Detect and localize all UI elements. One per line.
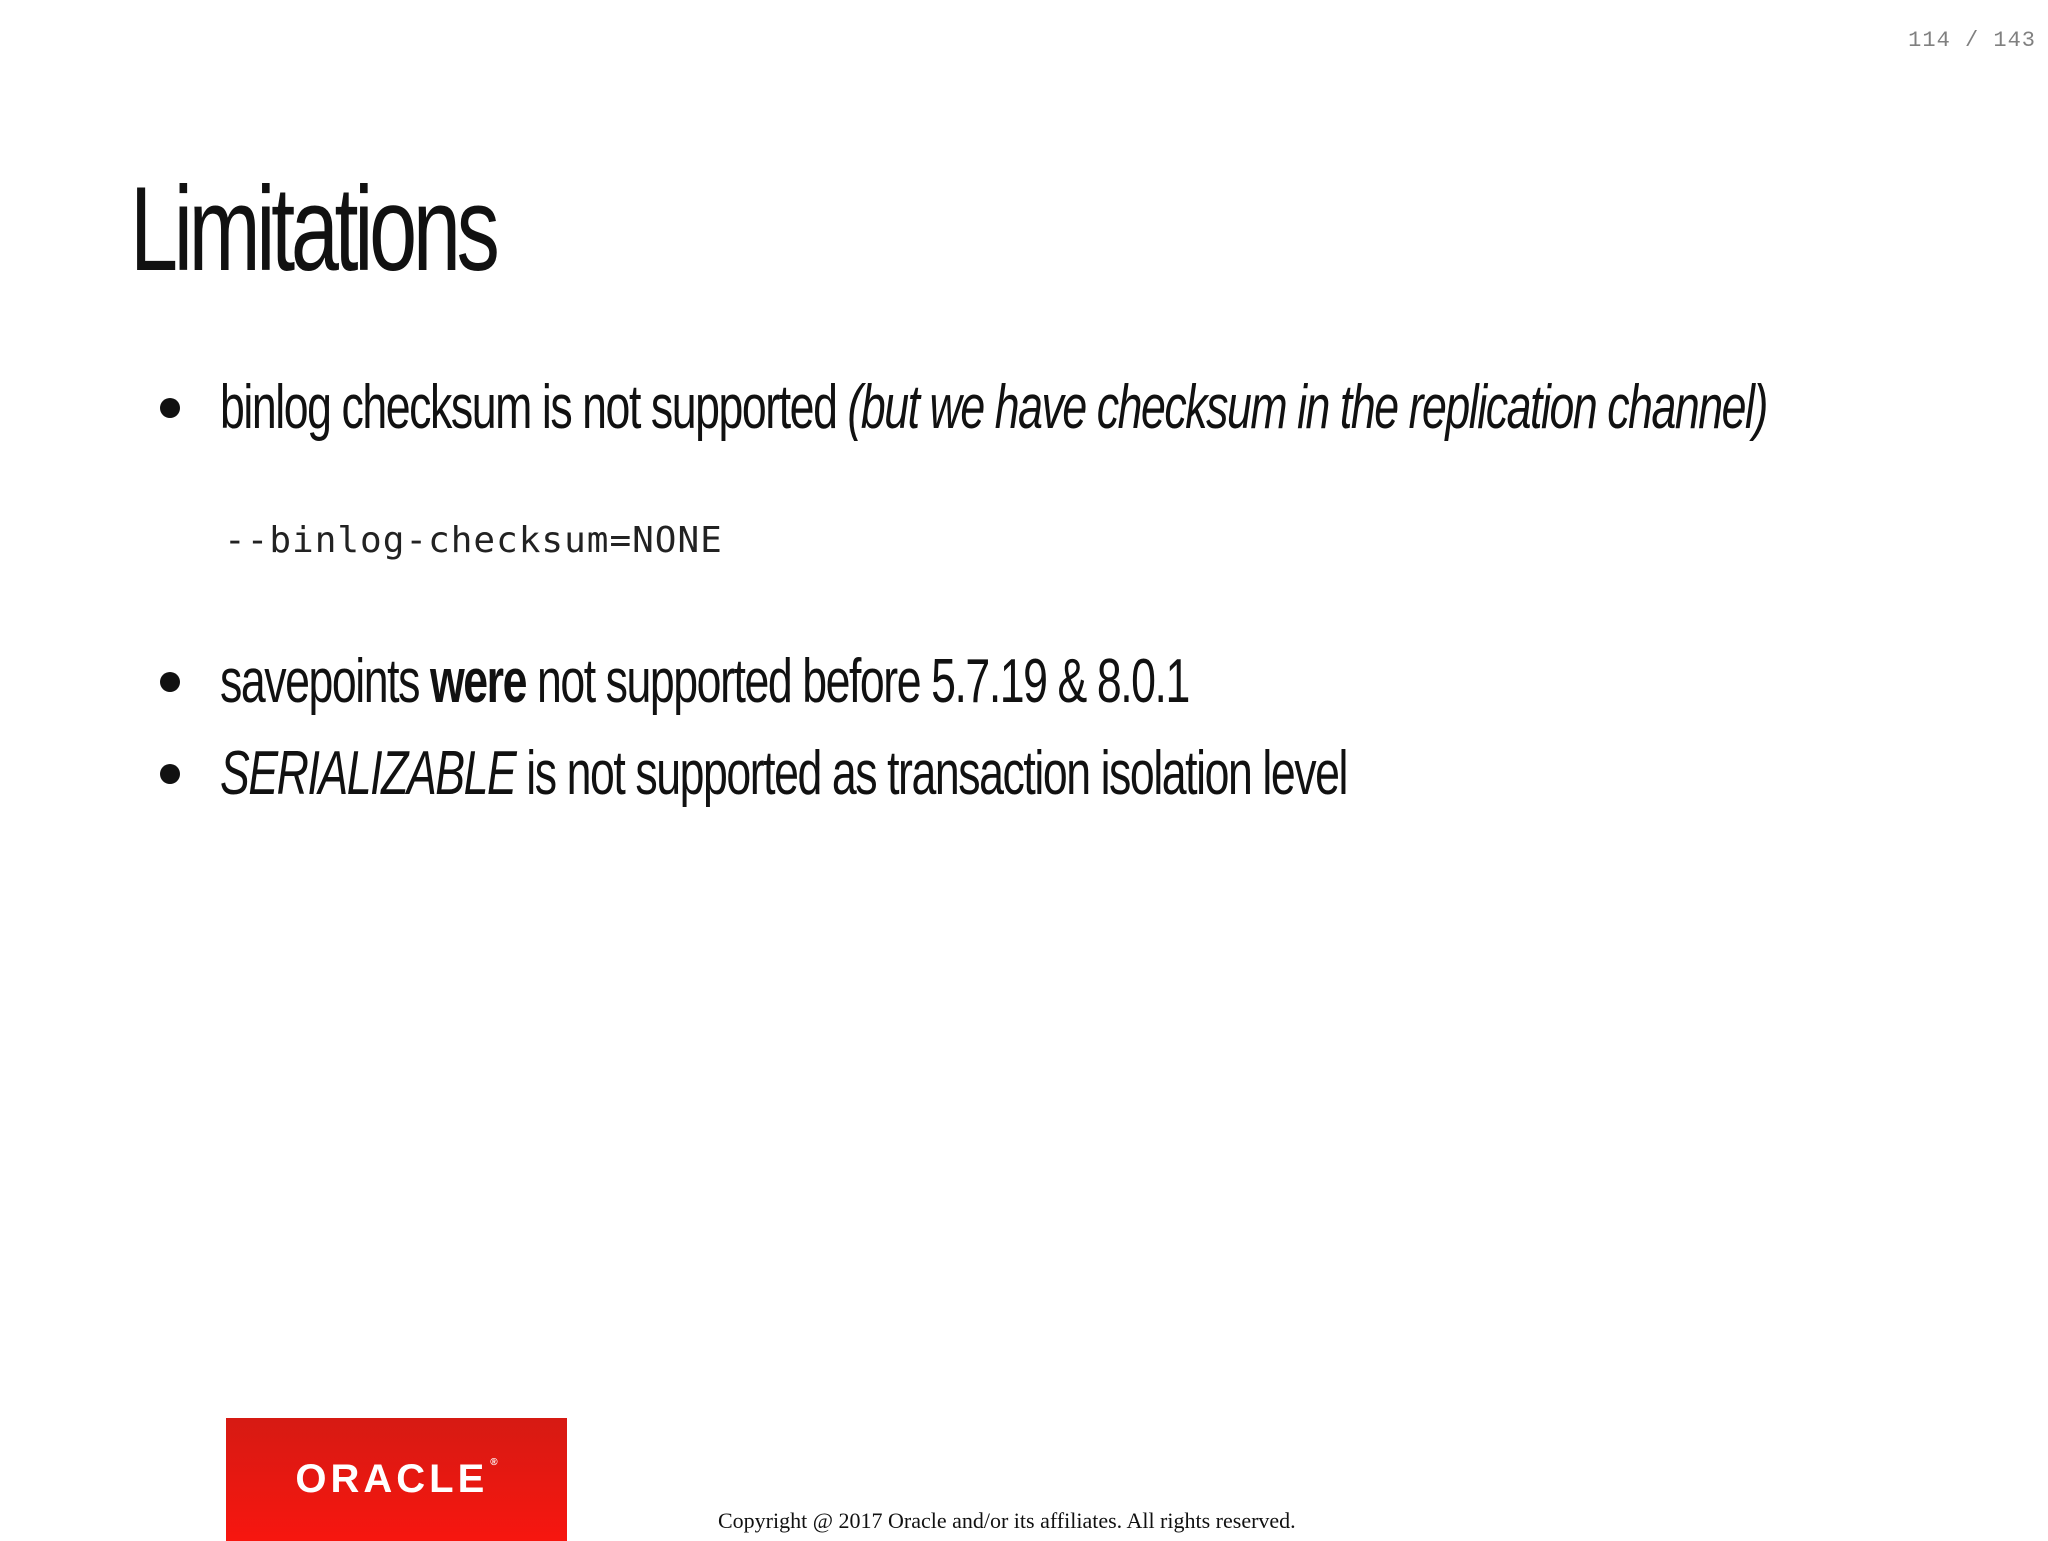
oracle-logo-text xyxy=(295,1457,497,1502)
bullet-marker xyxy=(160,672,180,692)
bullet-text-after: not supported before 5.7.19 & 8.0.1 xyxy=(525,647,1189,716)
bullet-binlog-checksum xyxy=(160,372,2048,443)
bullet-savepoints xyxy=(160,646,1566,717)
oracle-logo xyxy=(226,1418,567,1541)
bullet-text xyxy=(220,738,1347,809)
bullet-text xyxy=(220,372,1767,443)
oracle-logo-word: ORACLE xyxy=(295,1457,489,1501)
code-snippet: --binlog-checksum=NONE xyxy=(224,520,723,561)
bullet-text-italic: SERIALIZABLE xyxy=(220,739,516,808)
bullet-text-bold: were xyxy=(429,647,526,716)
bullet-text xyxy=(220,646,1189,717)
bullet-text-before: savepoints xyxy=(220,647,430,716)
page-counter: 114 / 143 xyxy=(1908,28,2036,53)
copyright-notice: Copyright @ 2017 Oracle and/or its affiliates. All rights reserved. xyxy=(718,1508,1296,1533)
bullet-text-plain: binlog checksum is not supported xyxy=(220,373,848,442)
slide-title: Limitations xyxy=(130,162,496,296)
bullet-marker xyxy=(160,398,180,418)
bullet-marker xyxy=(160,764,180,784)
bullet-text-after: is not supported as transaction isolation level xyxy=(515,739,1347,808)
bullet-serializable xyxy=(160,738,1785,809)
bullet-text-italic: (but we have checksum in the replication channel) xyxy=(847,373,1767,442)
registered-mark: ® xyxy=(490,1457,498,1468)
